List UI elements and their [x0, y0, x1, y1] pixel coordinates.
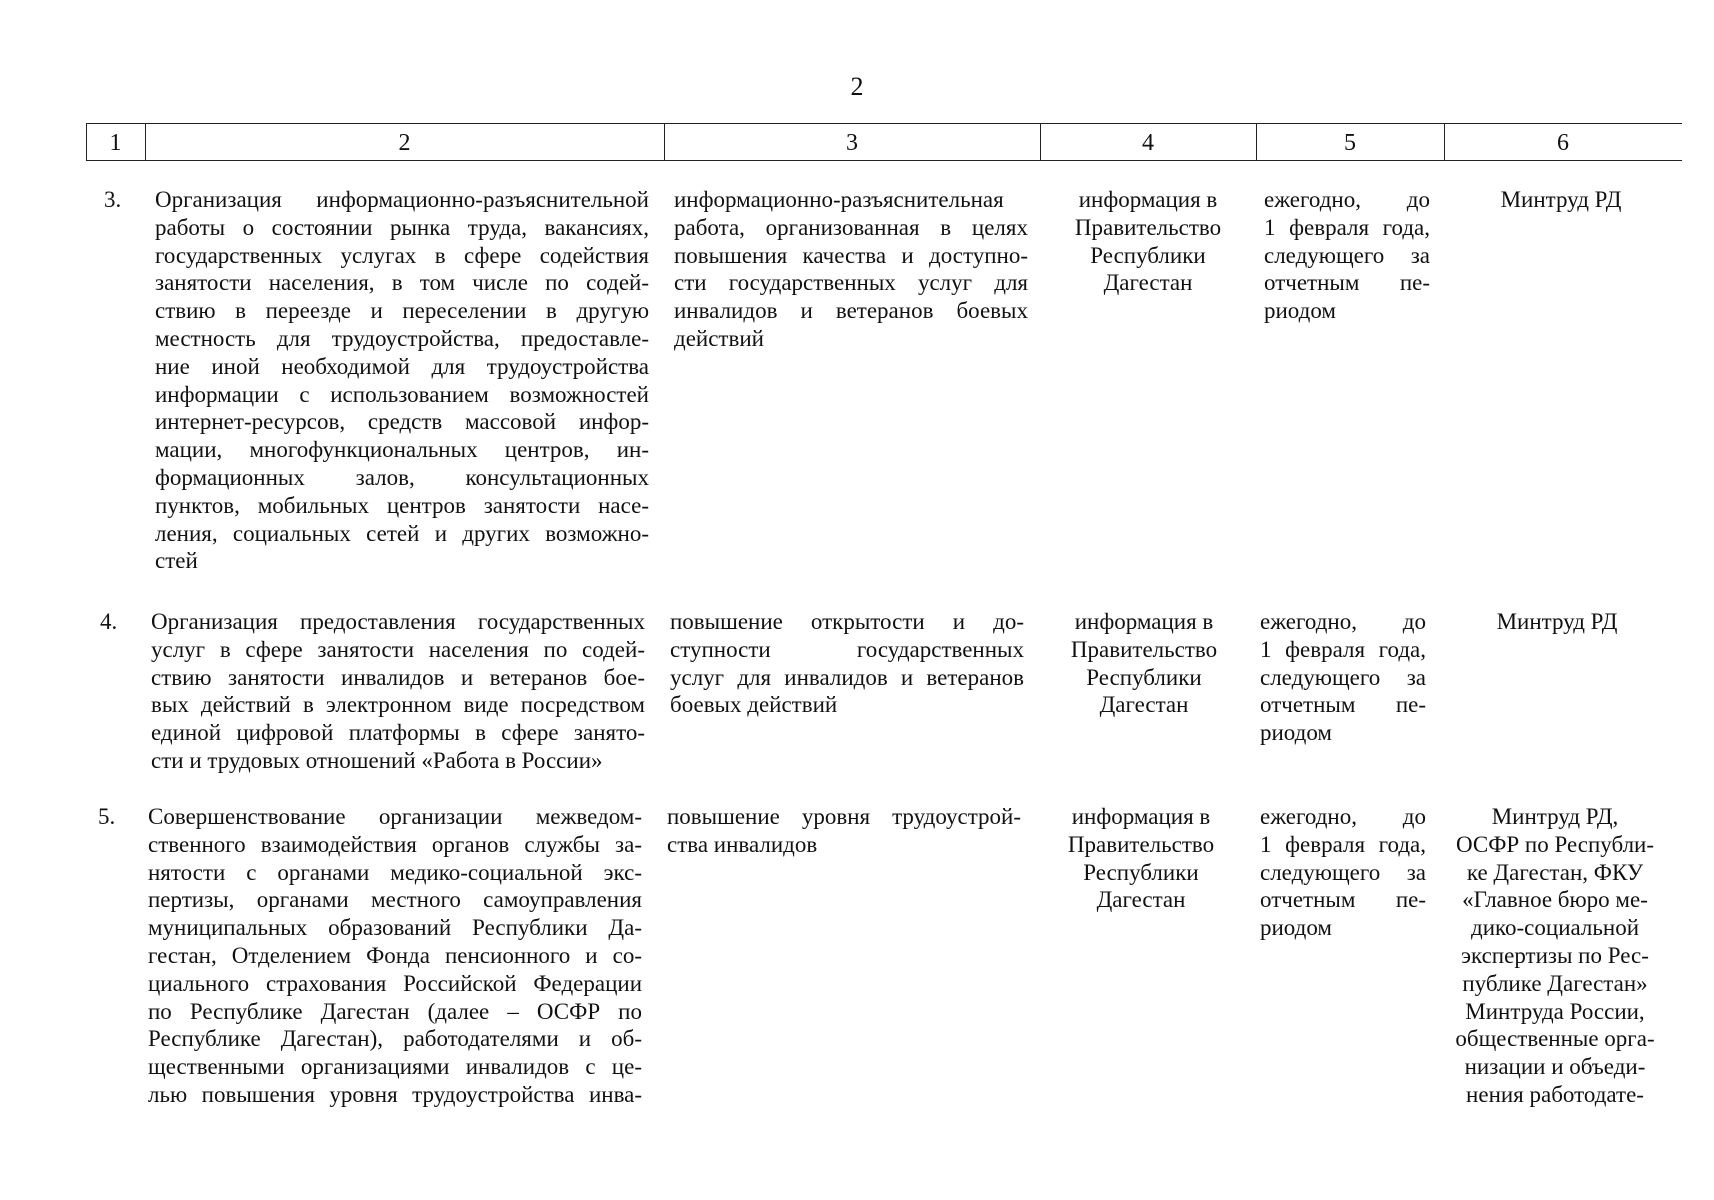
text-line: интернет-ресурсов, средств массовой инфор-	[155, 409, 649, 435]
reporting-form	[1050, 186, 1246, 297]
text-line: информация в	[1074, 609, 1214, 634]
text-line: риодом	[1264, 298, 1336, 324]
row-number: 3.	[104, 187, 122, 212]
text-line: пунктов, мобильных центров занятости насе-	[155, 492, 649, 518]
text-line: действий	[674, 325, 764, 351]
text-line: отчетным пе-	[1260, 887, 1426, 913]
text-line: следующего за	[1264, 242, 1430, 268]
header-bottom-rule	[86, 160, 1682, 161]
header-top-rule	[86, 123, 1682, 124]
text-line: экспертизы по Рес-	[1461, 942, 1649, 968]
text-line: ОСФР по Республи-	[1455, 831, 1655, 857]
text-line: ние иной необходимой для трудоустройства	[155, 353, 649, 379]
text-line: повышения качества и доступно-	[674, 242, 1028, 268]
text-line: ступности государственных	[670, 636, 1024, 662]
text-line: Дагестан	[1099, 692, 1189, 718]
text-line: ежегодно, до	[1260, 609, 1426, 634]
text-line: циального страхования Российской Федерации	[148, 970, 642, 996]
text-line: Республики	[1083, 859, 1199, 885]
text-line: отчетным пе-	[1260, 692, 1426, 718]
text-line: Республики	[1090, 242, 1206, 268]
responsible-executor	[1440, 803, 1670, 1109]
deadline	[1260, 608, 1426, 747]
text-line: стей	[155, 548, 198, 574]
text-line: общественные орга-	[1455, 1026, 1655, 1052]
text-line: услуг для инвалидов и ветеранов	[670, 664, 1024, 690]
text-line: государственных услугах в сфере содействия	[155, 242, 649, 268]
deadline	[1260, 803, 1426, 942]
text-line: сти государственных услуг для	[674, 270, 1028, 296]
measure-description	[155, 186, 649, 575]
page-number: 2	[850, 72, 864, 101]
text-line: информационно-разъяснительная	[674, 187, 1004, 212]
row-number: 4.	[100, 609, 118, 634]
text-line: мации, многофункциональных центров, ин-	[155, 437, 649, 463]
expected-result	[674, 186, 1028, 353]
expected-result	[667, 803, 1021, 859]
text-line: Правительство	[1070, 636, 1218, 662]
text-line: Минтруд РД	[1496, 609, 1618, 634]
header-col-3: 3	[846, 130, 858, 156]
expected-result	[670, 608, 1024, 719]
text-line: ствию в переезде и переселении в другую	[155, 298, 649, 324]
text-line: 1 февраля года,	[1260, 636, 1426, 662]
text-line: Минтруда России,	[1465, 998, 1645, 1024]
text-line: следующего за	[1260, 859, 1426, 885]
text-line: ления, социальных сетей и других возможно-	[155, 520, 649, 546]
text-line: гестан, Отделением Фонда пенсионного и со-	[148, 942, 642, 968]
header-col-4: 4	[1142, 130, 1154, 156]
text-line: ежегодно, до	[1264, 187, 1430, 212]
text-line: ке Дагестан, ФКУ	[1466, 859, 1644, 885]
text-line: Организация информационно-разъяснительной	[155, 187, 649, 212]
text-line: муниципальных образований Республики Да-	[148, 915, 642, 941]
text-line: ственного взаимодействия органов службы за-	[148, 831, 642, 857]
text-line: Минтруд РД	[1500, 187, 1622, 212]
header-col-5: 5	[1344, 130, 1356, 156]
text-line: ежегодно, до	[1260, 804, 1426, 829]
text-line: дико-социальной	[1471, 915, 1639, 941]
text-line: 1 февраля года,	[1264, 214, 1430, 240]
text-line: отчетным пе-	[1264, 270, 1430, 296]
text-line: повышение открытости и до-	[670, 609, 1024, 634]
text-line: информации с использованием возможностей	[155, 381, 649, 407]
text-line: ства инвалидов	[667, 831, 818, 857]
text-line: услуг в сфере занятости населения по содей-	[151, 636, 645, 662]
text-line: Правительство	[1074, 214, 1222, 240]
text-line: местность для трудоустройства, предоставле-	[155, 325, 649, 351]
text-line: сти и трудовых отношений «Работа в России»	[151, 747, 603, 773]
text-line: нения работодате-	[1466, 1081, 1644, 1107]
text-line: риодом	[1260, 915, 1332, 941]
measure-description	[151, 608, 645, 775]
text-line: повышение уровня трудоустрой-	[667, 804, 1021, 829]
measure-description	[148, 803, 642, 1109]
text-line: единой цифровой платформы в сфере занято-	[151, 720, 645, 746]
text-line: щественными организациями инвалидов с це-	[148, 1054, 642, 1080]
text-line: Совершенствование организации межведом-	[148, 804, 642, 829]
responsible-executor	[1446, 608, 1668, 636]
text-line: «Главное бюро ме-	[1462, 887, 1648, 913]
reporting-form	[1043, 803, 1239, 914]
text-line: Дагестан	[1096, 887, 1186, 913]
text-line: Республики	[1086, 664, 1202, 690]
text-line: ствию занятости инвалидов и ветеранов бое-	[151, 664, 645, 690]
responsible-executor	[1450, 186, 1672, 214]
text-line: Республике Дагестан), работодателями и об-	[148, 1026, 642, 1052]
text-line: пертизы, органами местного самоуправления	[148, 887, 642, 913]
text-line: формационных залов, консультационных	[155, 464, 649, 490]
text-line: низации и объеди-	[1464, 1054, 1646, 1080]
text-line: инвалидов и ветеранов боевых	[674, 298, 1028, 324]
text-line: информация в	[1078, 187, 1218, 212]
row-number: 5.	[98, 804, 116, 829]
text-line: 1 февраля года,	[1260, 831, 1426, 857]
text-line: Правительство	[1067, 831, 1215, 857]
text-line: лью повышения уровня трудоустройства инва-	[148, 1081, 642, 1107]
reporting-form	[1046, 608, 1242, 719]
text-line: риодом	[1260, 720, 1332, 746]
text-line: работа, организованная в целях	[674, 214, 1028, 240]
text-line: информация в	[1071, 804, 1211, 829]
text-line: публике Дагестан»	[1462, 970, 1648, 996]
text-line: нятости с органами медико-социальной экс-	[148, 859, 642, 885]
deadline	[1264, 186, 1430, 325]
text-line: работы о состоянии рынка труда, вакансиях,	[155, 214, 649, 240]
header-col-2: 2	[398, 130, 411, 156]
text-line: боевых действий	[670, 692, 838, 718]
text-line: Минтруд РД,	[1491, 804, 1619, 829]
text-line: следующего за	[1260, 664, 1426, 690]
text-line: вых действий в электронном виде посредством	[151, 692, 645, 718]
header-col-1: 1	[109, 130, 122, 156]
header-col-6: 6	[1557, 130, 1569, 156]
text-line: Организация предоставления государственных	[151, 609, 645, 634]
text-line: занятости населения, в том числе по содей-	[155, 270, 649, 296]
text-line: Дагестан	[1103, 270, 1193, 296]
text-line: по Республике Дагестан (далее – ОСФР по	[148, 998, 642, 1024]
